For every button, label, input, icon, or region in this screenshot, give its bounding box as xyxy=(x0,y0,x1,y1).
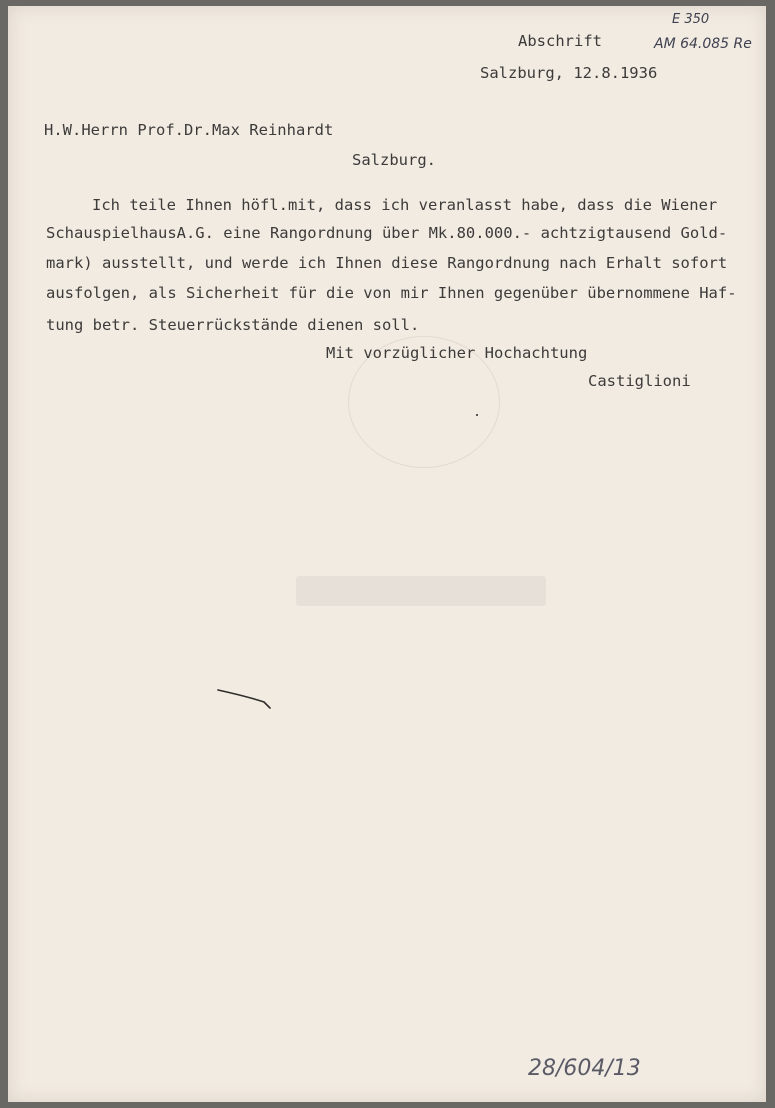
document-label: Abschrift xyxy=(518,32,602,50)
body-line-3: mark) ausstellt, und werde ich Ihnen diese Rangordnung nach Erhalt sofort xyxy=(46,254,728,272)
archive-note-top-2: AM 64.085 Re xyxy=(654,36,752,52)
body-line-5: tung betr. Steuerrückstände dienen soll. xyxy=(46,316,420,334)
body-line-1: Ich teile Ihnen höfl.mit, dass ich veranlasst habe, dass die Wiener xyxy=(92,196,718,214)
addressee-city: Salzburg. xyxy=(352,151,436,169)
archive-note-bottom: 28/604/13 xyxy=(528,1056,641,1081)
archive-note-top-1: E 350 xyxy=(672,12,710,27)
body-line-4: ausfolgen, als Sicherheit für die von mir Ihnen gegenüber übernommene Haf- xyxy=(46,284,737,302)
closing-salutation: Mit vorzüglicher Hochachtung xyxy=(326,344,588,362)
ink-dot xyxy=(476,414,478,416)
place-date: Salzburg, 12.8.1936 xyxy=(480,64,658,82)
signature-name: Castiglioni xyxy=(588,372,691,390)
paper-sheet xyxy=(8,6,766,1102)
body-line-2: SchauspielhausA.G. eine Rangordnung über Mk.80.000.- achtzigtausend Gold- xyxy=(46,224,728,242)
faint-watermark-bar xyxy=(296,576,546,606)
addressee-name: H.W.Herrn Prof.Dr.Max Reinhardt xyxy=(44,121,334,139)
pen-stroke-mark xyxy=(214,686,278,710)
